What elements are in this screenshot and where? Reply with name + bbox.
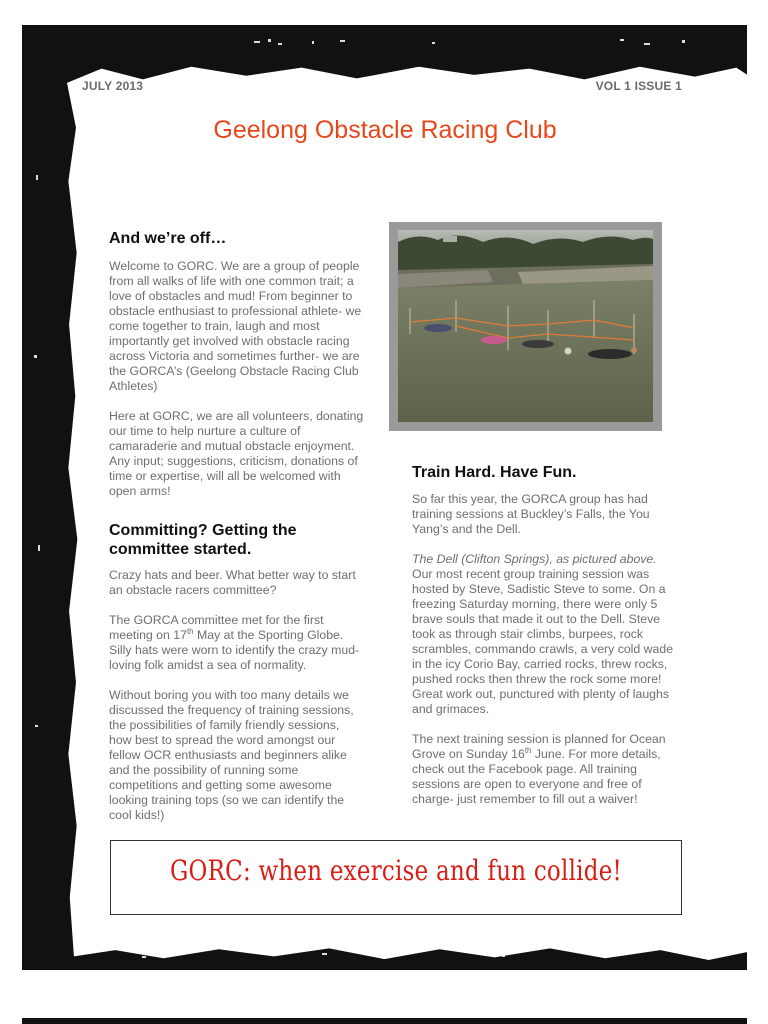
next-page-border [22,1018,747,1024]
off-paragraph-2: Here at GORC, we are all volunteers, donating our time to help nurture a culture of camaraderie and mutual obstacle enjoyment. Any input; suggestions, criticism, donations of time or expertise, will all be welcomed with open arms! [109,409,364,498]
newsletter-title: Geelong Obstacle Racing Club [213,116,557,144]
callout-slogan: GORC: when exercise and fun collide! [169,854,623,887]
train-paragraph-3: The next training session is planned for Ocean Grove on Sunday 16th June. For more details, check out the Facebook page. All training sessions are open to everyone and free of charge- just remember to fill out a waiver! [412,732,666,806]
train-paragraph-1: So far this year, the GORCA group has had training sessions at Buckley’s Falls, the You Yang’s and the Dell. [412,492,650,536]
committee-paragraph-1: Crazy hats and beer. What better way to start an obstacle racers committee? [109,568,356,597]
section-heading-off: And we’re off… [109,230,227,247]
issue-date: JULY 2013 [82,79,144,93]
photo-caption: The Dell (Clifton Springs), as pictured above. [412,552,657,566]
committee-body [109,568,364,823]
committee-paragraph-2: The GORCA committee met for the first meeting on 17th May at the Sporting Globe. Silly hats were worn to identify the crazy mud-loving folk amidst a sea of normality. [109,613,360,672]
training-photo [389,222,662,431]
section-heading-train: Train Hard. Have Fun. [412,464,577,481]
left-column [109,229,364,823]
committee-paragraph-3: Without boring you with too many details we discussed the frequency of training sessions, the possibilities of family friendly sessions, how best to spread the word amongst our fellow OCR enthusiasts and beginners alike and the possibility of running some competitions and getting some awesome looking training tops (so we can identify the cool kids!) [109,688,354,822]
train-paragraph-2: The Dell (Clifton Springs), as pictured above. Our most recent group training session was hosted by Steve, Sadistic Steve to some. On a freezing Saturday morning, there were only 5 brave souls that made it out to the Dell. Steve took as through stair climbs, burpees, rock scrambles, commando crawls, a very cold wade in the icy Corio Bay, carried rocks, threw rocks, pushed rocks then threw the rock some more! Great work out, punctured with plenty of laughs and grimaces. [412,552,674,716]
right-column [412,463,674,807]
section-heading-committee: Committing? Getting the committee started. [109,522,297,558]
photo-dell-training [398,230,653,422]
callout-box [110,840,682,915]
issue-number: VOL 1 ISSUE 1 [595,79,682,93]
off-paragraph-1: Welcome to GORC. We are a group of people from all walks of life with one common trait; a love of obstacles and mud! From beginner to obstacle enthusiast to professional athlete- we come together to train, laugh and most importantly get involved with obstacle racing across Victoria and sometimes further- we are the GORCA’s (Geelong Obstacle Racing Club Athletes) [109,259,362,393]
